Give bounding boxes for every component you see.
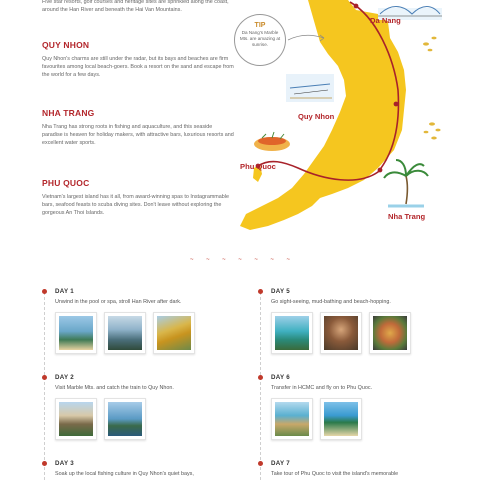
quy-nhon-pier-sketch: [286, 74, 334, 102]
intro-paragraph: Five star resorts, golf courses and heritage sites are sprinkled along the coast, around the Han River and beneath the Hai Van Mountains.: [42, 0, 229, 13]
divider-wave-icon: ~: [286, 257, 290, 263]
day-description: Take tour of Phu Quoc to visit the island's memorable: [271, 471, 399, 477]
route-dot-da-nang: [354, 4, 359, 9]
day-1-card: [55, 288, 195, 354]
section-body: Vietnam's largest island has it all, from award-winning spas to Instagrammable bars, seafood feasts to scuba diving sites. Don't leave without exploring the gorgeous An Thoi Islands.: [42, 194, 229, 216]
pagoda-tower-photo[interactable]: [55, 398, 97, 440]
tip-text: Da Nang's Marble Mts. are amazing at sunrise.: [239, 30, 281, 47]
city-label-phu-quoc: Phu Quoc: [240, 162, 276, 171]
day-5-card: [271, 288, 411, 354]
nha-trang-palm-sketch: [384, 160, 428, 206]
turquoise-lagoon-photo[interactable]: [271, 312, 313, 354]
day-label: DAY 7: [271, 460, 291, 467]
day-6-card: [271, 374, 372, 440]
divider-wave-icon: ~: [270, 257, 274, 263]
tip-title: TIP: [254, 22, 266, 29]
day-description: Unwind in the pool or spa, stroll Han River after dark.: [55, 299, 182, 305]
section-nha-trang: [42, 108, 234, 147]
day-description: Soak up the local fishing culture in Quy Nhon's quiet bays,: [55, 471, 194, 477]
island-sea-photo[interactable]: [104, 398, 146, 440]
timeline-line-right: [260, 292, 261, 480]
city-label-nha-trang: Nha Trang: [388, 212, 426, 221]
divider-wave-icon: ~: [238, 257, 242, 263]
city-label-quy-nhon: Quy Nhon: [298, 112, 335, 121]
phu-quoc-dish-sketch: [254, 132, 290, 151]
divider-wave-icon: ~: [254, 257, 258, 263]
timeline-dot: [258, 375, 263, 380]
golden-bridge-photo[interactable]: [153, 312, 195, 354]
vietnam-map: [228, 0, 480, 235]
divider-wave-icon: ~: [222, 257, 226, 263]
day-7-card: [271, 460, 398, 477]
day-2-card: [55, 374, 174, 440]
mud-bath-photo[interactable]: [320, 312, 362, 354]
day-label: DAY 6: [271, 374, 291, 381]
divider-wave-icon: ~: [206, 257, 210, 263]
timeline-dot: [258, 461, 263, 466]
day-label: DAY 2: [55, 374, 75, 381]
section-phu-quoc: [42, 178, 234, 217]
day-label: DAY 1: [55, 288, 75, 295]
palm-beach-photo[interactable]: [320, 398, 362, 440]
bay-boats-photo[interactable]: [104, 312, 146, 354]
timeline-dot: [42, 375, 47, 380]
section-body: Nha Trang has strong roots in fishing and aquaculture, and this seaside paradise is heaven for holiday makers, with attractive bars, luxurious resorts and excellent water sports.: [42, 124, 234, 146]
day-label: DAY 5: [271, 288, 291, 295]
day-3-card: [55, 460, 194, 477]
route-dot-quy-nhon: [394, 102, 399, 107]
day-description: Transfer in HCMC and fly on to Phu Quoc.: [271, 385, 373, 391]
section-title: QUY NHON: [42, 40, 90, 50]
section-title: NHA TRANG: [42, 108, 95, 118]
tip-bubble: [234, 14, 286, 66]
route-dot-nha-trang: [378, 168, 383, 173]
day-label: DAY 3: [55, 460, 75, 467]
city-label-da-nang: Da Nang: [370, 16, 401, 25]
day-description: Go sight-seeing, mud-bathing and beach-hopping.: [271, 299, 391, 305]
beach-coast-photo[interactable]: [55, 312, 97, 354]
timeline-dot: [258, 289, 263, 294]
section-quy-nhon: [42, 40, 234, 79]
timeline-dot: [42, 461, 47, 466]
divider-wave-icon: ~: [190, 257, 194, 263]
section-title: PHU QUOC: [42, 178, 90, 188]
section-divider: [190, 256, 290, 264]
timeline-dot: [42, 289, 47, 294]
beach-pier-photo[interactable]: [271, 398, 313, 440]
decorative-leaves: [423, 37, 441, 140]
seafood-dish-photo[interactable]: [369, 312, 411, 354]
timeline-line-left: [44, 292, 45, 480]
day-description: Visit Marble Mts. and catch the train to Quy Nhon.: [55, 385, 174, 391]
section-body: Quy Nhon's charms are still under the radar, but its bays and beaches are firm favourites among local beach-goers. Book a resort on the sand and escape from the world for a few days.: [42, 56, 234, 78]
